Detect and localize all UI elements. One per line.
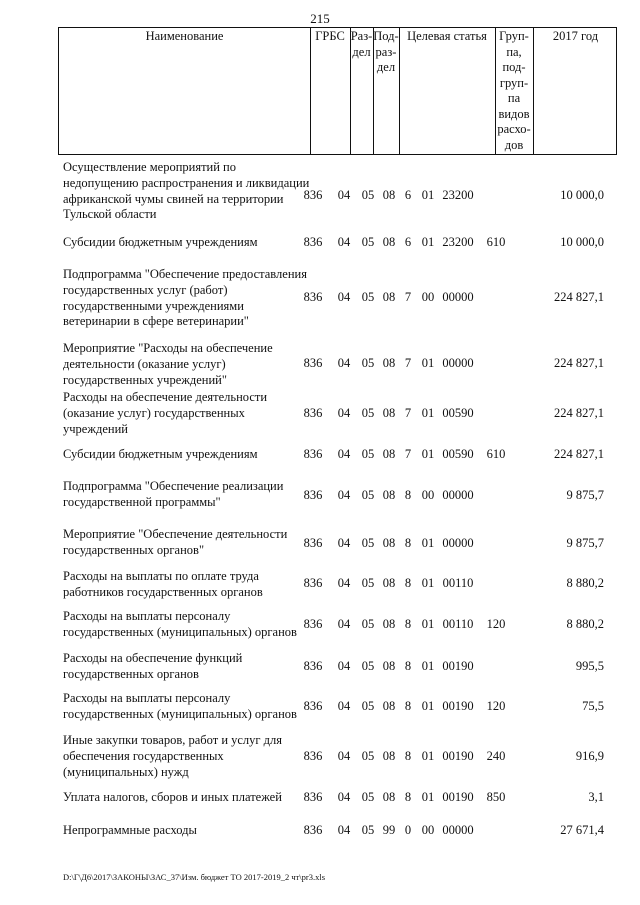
cell-cs1: 08	[382, 356, 396, 370]
cell-vr: 120	[486, 617, 506, 631]
cell-amount: 995,5	[575, 659, 604, 673]
cell-amount: 75,5	[582, 699, 604, 713]
row-name: Расходы на обеспечение деятельности (оказание услуг) государственных учреждений	[63, 390, 268, 436]
row-name: Субсидии бюджетным учреждениям	[63, 235, 258, 249]
header-target: Целевая статья	[407, 29, 487, 43]
cell-cs3: 00	[421, 290, 435, 304]
cell-cs3: 01	[421, 790, 435, 804]
cell-cs3: 00	[421, 488, 435, 502]
cell-cs3: 01	[421, 576, 435, 590]
cell-grbs: 836	[303, 188, 323, 202]
cell-cs3: 01	[421, 447, 435, 461]
row-name: Уплата налогов, сборов и иных платежей	[63, 790, 282, 804]
cell-cs2: 7	[404, 290, 412, 304]
cell-amount: 10 000,0	[560, 235, 604, 249]
cell-cs2: 8	[404, 659, 412, 673]
cell-cs4: 00000	[442, 488, 474, 502]
cell-cs3: 01	[421, 188, 435, 202]
header-razdel: Раз- дел	[350, 29, 373, 59]
cell-rz: 04	[337, 749, 351, 763]
cell-cs3: 01	[421, 749, 435, 763]
cell-cs1: 99	[382, 823, 396, 837]
cell-cs1: 08	[382, 790, 396, 804]
cell-cs4: 00000	[442, 290, 474, 304]
cell-cs4: 00000	[442, 536, 474, 550]
cell-pr: 05	[361, 749, 375, 763]
cell-amount: 224 827,1	[554, 447, 604, 461]
cell-grbs: 836	[303, 235, 323, 249]
cell-cs3: 01	[421, 406, 435, 420]
cell-rz: 04	[337, 576, 351, 590]
cell-rz: 04	[337, 659, 351, 673]
cell-cs1: 08	[382, 659, 396, 673]
cell-amount: 3,1	[588, 790, 604, 804]
cell-grbs: 836	[303, 576, 323, 590]
cell-grbs: 836	[303, 659, 323, 673]
cell-cs4: 00190	[442, 790, 474, 804]
cell-grbs: 836	[303, 749, 323, 763]
cell-cs2: 0	[404, 823, 412, 837]
cell-cs3: 01	[421, 659, 435, 673]
row-name: Подпрограмма "Обеспечение реализации государственной программы"	[63, 479, 284, 509]
cell-rz: 04	[337, 235, 351, 249]
cell-pr: 05	[361, 290, 375, 304]
cell-amount: 224 827,1	[554, 406, 604, 420]
cell-grbs: 836	[303, 790, 323, 804]
cell-rz: 04	[337, 823, 351, 837]
cell-cs4: 00590	[442, 406, 474, 420]
cell-rz: 04	[337, 447, 351, 461]
cell-cs4: 00000	[442, 823, 474, 837]
cell-amount: 27 671,4	[560, 823, 604, 837]
cell-cs1: 08	[382, 699, 396, 713]
cell-cs2: 8	[404, 536, 412, 550]
cell-grbs: 836	[303, 536, 323, 550]
file-path: D:\Г\Д6\2017\ЗАКОНЫ\ЗАС_37\Изм. бюджет ТО 2017-2019_2 чт\pr3.xls	[63, 872, 326, 882]
cell-cs1: 08	[382, 576, 396, 590]
row-name: Мероприятие "Расходы на обеспечение деятельности (оказание услуг) государственных учреждений"	[63, 341, 273, 387]
cell-pr: 05	[361, 617, 375, 631]
cell-vr: 850	[486, 790, 506, 804]
cell-pr: 05	[361, 659, 375, 673]
cell-cs4: 00110	[442, 617, 474, 631]
row-name: Субсидии бюджетным учреждениям	[63, 447, 258, 461]
cell-vr: 120	[486, 699, 506, 713]
cell-cs4: 00190	[442, 699, 474, 713]
cell-cs3: 00	[421, 823, 435, 837]
cell-cs2: 8	[404, 488, 412, 502]
cell-pr: 05	[361, 447, 375, 461]
cell-cs1: 08	[382, 447, 396, 461]
row-name: Мероприятие "Обеспечение деятельности государственных органов"	[63, 527, 288, 557]
row-name: Расходы на обеспечение функций государственных органов	[63, 651, 243, 681]
cell-rz: 04	[337, 488, 351, 502]
cell-vr: 610	[486, 235, 506, 249]
cell-pr: 05	[361, 699, 375, 713]
cell-rz: 04	[337, 536, 351, 550]
cell-amount: 10 000,0	[560, 188, 604, 202]
cell-cs2: 8	[404, 617, 412, 631]
cell-pr: 05	[361, 488, 375, 502]
cell-cs4: 00000	[442, 356, 474, 370]
cell-amount: 8 880,2	[566, 576, 604, 590]
cell-pr: 05	[361, 576, 375, 590]
cell-pr: 05	[361, 356, 375, 370]
cell-pr: 05	[361, 823, 375, 837]
row-name: Расходы на выплаты по оплате труда работников государственных органов	[63, 569, 263, 599]
cell-cs1: 08	[382, 536, 396, 550]
cell-rz: 04	[337, 290, 351, 304]
cell-cs1: 08	[382, 749, 396, 763]
cell-vr: 610	[486, 447, 506, 461]
cell-cs2: 8	[404, 790, 412, 804]
table-header	[58, 27, 617, 155]
header-name: Наименование	[145, 29, 224, 43]
cell-amount: 224 827,1	[554, 356, 604, 370]
cell-grbs: 836	[303, 290, 323, 304]
cell-cs2: 7	[404, 447, 412, 461]
cell-amount: 8 880,2	[566, 617, 604, 631]
cell-grbs: 836	[303, 488, 323, 502]
cell-cs2: 7	[404, 406, 412, 420]
cell-cs1: 08	[382, 488, 396, 502]
cell-cs2: 8	[404, 576, 412, 590]
cell-amount: 9 875,7	[566, 488, 604, 502]
cell-pr: 05	[361, 235, 375, 249]
cell-pr: 05	[361, 188, 375, 202]
cell-grbs: 836	[303, 447, 323, 461]
cell-rz: 04	[337, 188, 351, 202]
cell-cs2: 7	[404, 356, 412, 370]
row-name: Иные закупки товаров, работ и услуг для обеспечения государственных (муниципальных) нужд	[63, 733, 283, 779]
cell-grbs: 836	[303, 356, 323, 370]
cell-cs3: 01	[421, 536, 435, 550]
row-name: Непрограммные расходы	[63, 823, 197, 837]
cell-cs2: 6	[404, 188, 412, 202]
cell-vr: 240	[486, 749, 506, 763]
cell-cs1: 08	[382, 188, 396, 202]
cell-pr: 05	[361, 406, 375, 420]
cell-grbs: 836	[303, 406, 323, 420]
cell-cs4: 23200	[442, 235, 474, 249]
cell-cs4: 00190	[442, 749, 474, 763]
row-name: Расходы на выплаты персоналу государственных (муниципальных) органов	[63, 609, 297, 639]
cell-grbs: 836	[303, 617, 323, 631]
cell-cs4: 00190	[442, 659, 474, 673]
row-name: Подпрограмма "Обеспечение предоставления государственных услуг (работ) государственными учреждениями ветеринарии в сфере ветеринарии"	[63, 267, 307, 329]
cell-rz: 04	[337, 356, 351, 370]
cell-rz: 04	[337, 406, 351, 420]
cell-cs1: 08	[382, 406, 396, 420]
cell-cs2: 8	[404, 699, 412, 713]
header-group: Груп- па, под- груп- па видов расхо- дов	[497, 29, 531, 152]
row-name: Расходы на выплаты персоналу государственных (муниципальных) органов	[63, 691, 297, 721]
cell-cs3: 01	[421, 235, 435, 249]
header-year: 2017 год	[552, 29, 599, 43]
cell-rz: 04	[337, 790, 351, 804]
page-number: 215	[310, 11, 330, 26]
cell-cs1: 08	[382, 617, 396, 631]
cell-rz: 04	[337, 617, 351, 631]
cell-cs3: 01	[421, 356, 435, 370]
cell-cs4: 00590	[442, 447, 474, 461]
cell-cs1: 08	[382, 235, 396, 249]
cell-cs4: 23200	[442, 188, 474, 202]
cell-pr: 05	[361, 790, 375, 804]
cell-grbs: 836	[303, 823, 323, 837]
cell-cs2: 8	[404, 749, 412, 763]
cell-amount: 916,9	[575, 749, 604, 763]
cell-pr: 05	[361, 536, 375, 550]
cell-amount: 224 827,1	[554, 290, 604, 304]
cell-amount: 9 875,7	[566, 536, 604, 550]
row-name: Осуществление мероприятий по недопущению распространения и ликвидации африканской чумы свиней на территории Тульской области	[63, 160, 310, 222]
cell-cs3: 01	[421, 617, 435, 631]
cell-cs1: 08	[382, 290, 396, 304]
cell-grbs: 836	[303, 699, 323, 713]
cell-cs2: 6	[404, 235, 412, 249]
cell-rz: 04	[337, 699, 351, 713]
header-podrazdel: Под- раз- дел	[373, 29, 399, 74]
header-grbs: ГРБС	[315, 29, 345, 43]
cell-cs4: 00110	[442, 576, 474, 590]
cell-cs3: 01	[421, 699, 435, 713]
